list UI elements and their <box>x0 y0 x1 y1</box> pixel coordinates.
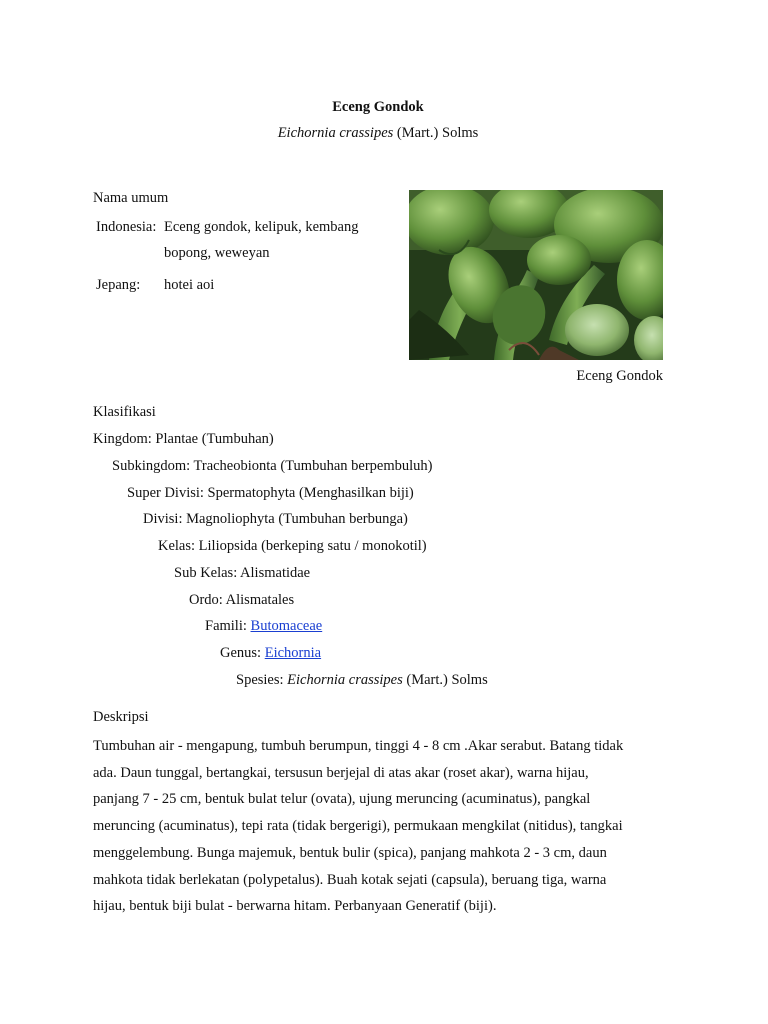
description-line: hijau, bentuk biji bulat - berwarna hitam. Perbanyaan Generatif (biji). <box>93 898 497 915</box>
japan-name: hotei aoi <box>164 277 215 293</box>
scientific-name <box>0 125 756 142</box>
plant-illustration <box>409 190 663 360</box>
description-line: mahkota tidak berlekatan (polypetalus). Buah kotak sejati (capsula), beruang tiga, warna <box>93 871 607 888</box>
famili-label: Famili: <box>205 618 251 634</box>
ordo-line: Ordo: Alismatales <box>189 592 295 608</box>
scientific-name-italic: Eichornia crassipes <box>277 125 394 141</box>
classification-heading: Klasifikasi <box>93 404 156 420</box>
page-title: Eceng Gondok <box>332 99 424 115</box>
description-paragraph <box>93 733 673 920</box>
water-hyacinth-photo <box>409 190 663 360</box>
description-line: ada. Daun tunggal, bertangkai, tersusun berjejal di atas akar (roset akar), warna hijau, <box>93 764 589 781</box>
description-line: meruncing (acuminatus), tepi rata (tidak bergerigi), permukaan mengkilat (nitidus), tangkai <box>93 818 623 835</box>
scientific-name-author: (Mart.) Solms <box>393 125 479 141</box>
common-names-heading: Nama umum <box>93 190 169 206</box>
genus-link[interactable]: Eichornia <box>264 645 322 661</box>
figure-caption: Eceng Gondok <box>576 368 663 384</box>
spesies-author: (Mart.) Solms <box>402 672 488 688</box>
famili-line <box>205 618 322 635</box>
kingdom-line: Kingdom: Plantae (Tumbuhan) <box>93 431 274 447</box>
indonesia-names-line1: Eceng gondok, kelipuk, kembang <box>164 219 359 235</box>
divisi-line: Divisi: Magnoliophyta (Tumbuhan berbunga) <box>143 511 408 527</box>
genus-label: Genus: <box>220 645 265 661</box>
spesies-line <box>236 672 488 689</box>
subkelas-line: Sub Kelas: Alismatidae <box>174 565 311 581</box>
superdivisi-line: Super Divisi: Spermatophyta (Menghasilkan biji) <box>127 485 414 501</box>
description-heading: Deskripsi <box>93 709 149 725</box>
spesies-label: Spesies: <box>236 672 288 688</box>
spesies-italic: Eichornia crassipes <box>287 672 403 688</box>
indonesia-label: Indonesia: <box>96 219 157 235</box>
indonesia-names-line2: bopong, weweyan <box>164 245 270 261</box>
japan-label: Jepang: <box>96 277 141 293</box>
kelas-line: Kelas: Liliopsida (berkeping satu / monokotil) <box>158 538 427 554</box>
description-line: panjang 7 - 25 cm, bentuk bulat telur (ovata), ujung meruncing (acuminatus), pangkal <box>93 791 591 808</box>
genus-line <box>220 645 321 662</box>
description-line: menggelembung. Bunga majemuk, bentuk bulir (spica), panjang mahkota 2 - 3 cm, daun <box>93 844 607 861</box>
subkingdom-line: Subkingdom: Tracheobionta (Tumbuhan berpembuluh) <box>112 458 433 474</box>
famili-link[interactable]: Butomaceae <box>250 618 323 634</box>
description-line: Tumbuhan air - mengapung, tumbuh berumpun, tinggi 4 - 8 cm .Akar serabut. Batang tidak <box>93 738 624 754</box>
